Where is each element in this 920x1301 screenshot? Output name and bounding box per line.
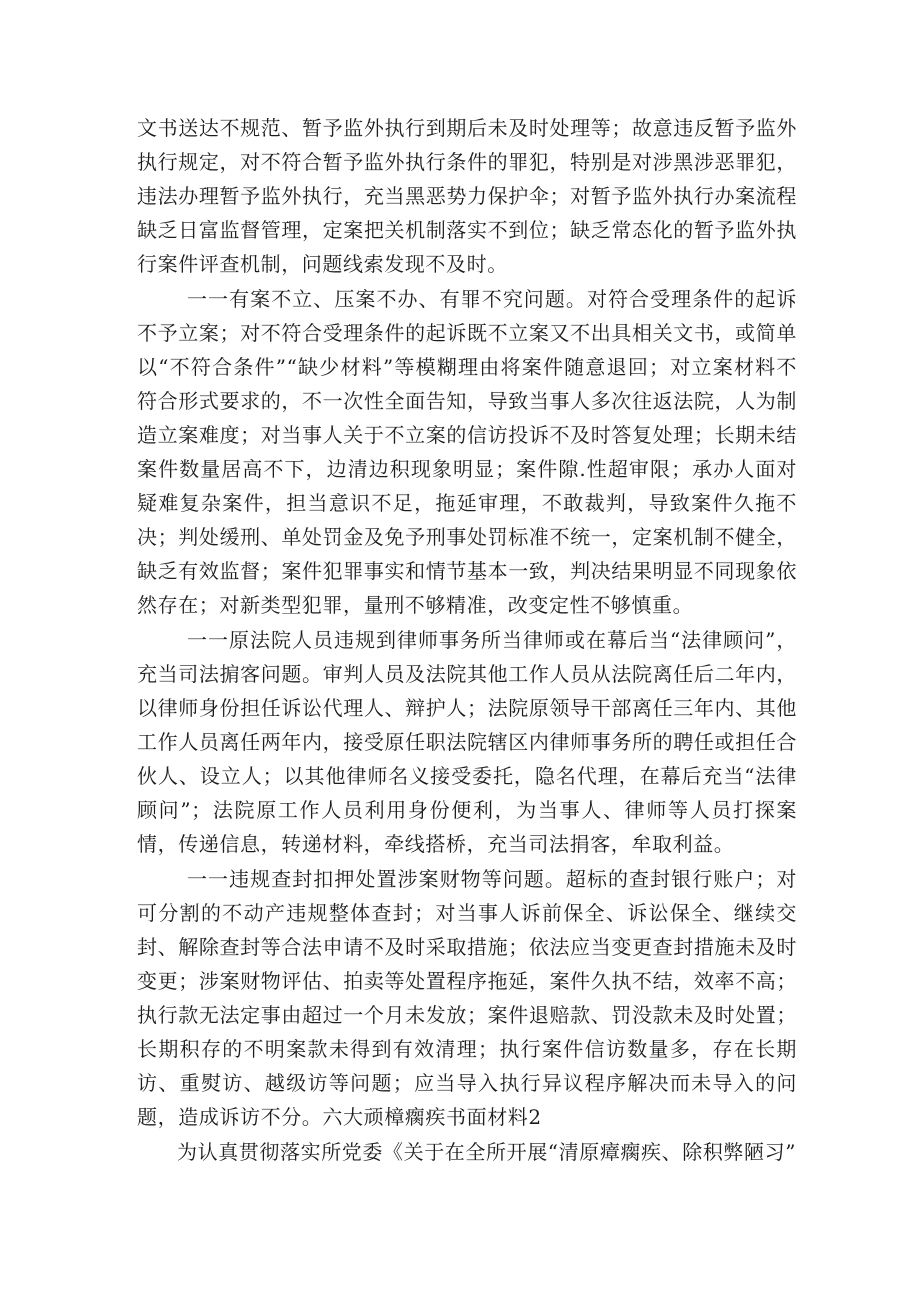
document-body (137, 111, 797, 1170)
paragraph-former-court-staff-issues: 一一原法院人员违规到律师事务所当律师或在幕后当“法律顾问”，充当司法掮客问题。审判人员及法院其他工作人员从法院离任后二年内，以律师身份担任诉讼代理人、辩护人；法院原领导干部离任三年内、其他工作人员离任两年内，接受原任职法院辖区内律师事务所的聘任或担任合伙人、设立人；以其他律师名义接受委托，隐名代理，在幕后充当“法律顾问”；法院原工作人员利用身份便利，为当事人、律师等人员打探案情，传递信息，转递材料，牵线搭桥，充当司法捐客，牟取利益。 (137, 628, 797, 856)
paragraph-continuation: 文书送达不规范、暂予监外执行到期后未及时处理等；故意违反暂予监外执行规定，对不符合暂予监外执行条件的罪犯，特别是对涉黑涉恶罪犯，违法办理暂予监外执行，充当黑恶势力保护伞；对暂予监外执行办案流程缺乏日富监督管理，定案把关机制落实不到位；缺乏常态化的暂予监外执行案件评查机制，问题线索发现不及时。 (137, 116, 797, 276)
paragraph-new-section-intro: 为认真贯彻落实所党委《关于在全所开展“清原瘴瘸疾、除积弊陋习” (177, 1140, 797, 1164)
paragraph-property-seizure-issues: 一一违规查封扣押处置涉案财物等问题。超标的查封银行账户；对可分割的不动产违规整体查封；对当事人诉前保全、诉讼保全、继续交封、解除查封等合法申请不及时采取措施；依法应当变更查封措施未及时变更；涉案财物评估、拍卖等处置程序拖延，案件久执不结，效率不高；执行款无法定事由超过一个月未发放；案件退赔款、罚没款未及时处置；长期积存的不明案款未得到有效清理；执行案件信访数量多，存在长期访、重熨访、越级访等问题；应当导入执行异议程序解决而未导入的问题，造成诉访不分。六大顽樟瘸疾书面材料2 (137, 867, 797, 1129)
paragraph-case-filing-issues: 一一有案不立、压案不办、有罪不究问题。对符合受理条件的起诉不予立案；对不符合受理条件的起诉既不立案又不出具相关文书，或简单以“不符合条件”“缺少材料”等模糊理由将案件随意退回；对立案材料不符合形式要求的，不一次性全面告知，导致当事人多次往返法院，人为制造立案难度；对当事人关于不立案的信访投诉不及时答复处理；长期未结案件数量居高不下，边清边积现象明显；案件隙.性超审限；承办人面对疑难复杂案件，担当意识不足，拖延审理，不敢裁判，导致案件久拖不决；判处缓刑、单处罚金及免予刑事处罚标准不统一，定案机制不健全，缺乏有效监督；案件犯罪事实和情节基本一致，判决结果明显不同现象依然存在；对新类型犯罪，量刑不够精准，改变定性不够慎重。 (137, 287, 797, 617)
